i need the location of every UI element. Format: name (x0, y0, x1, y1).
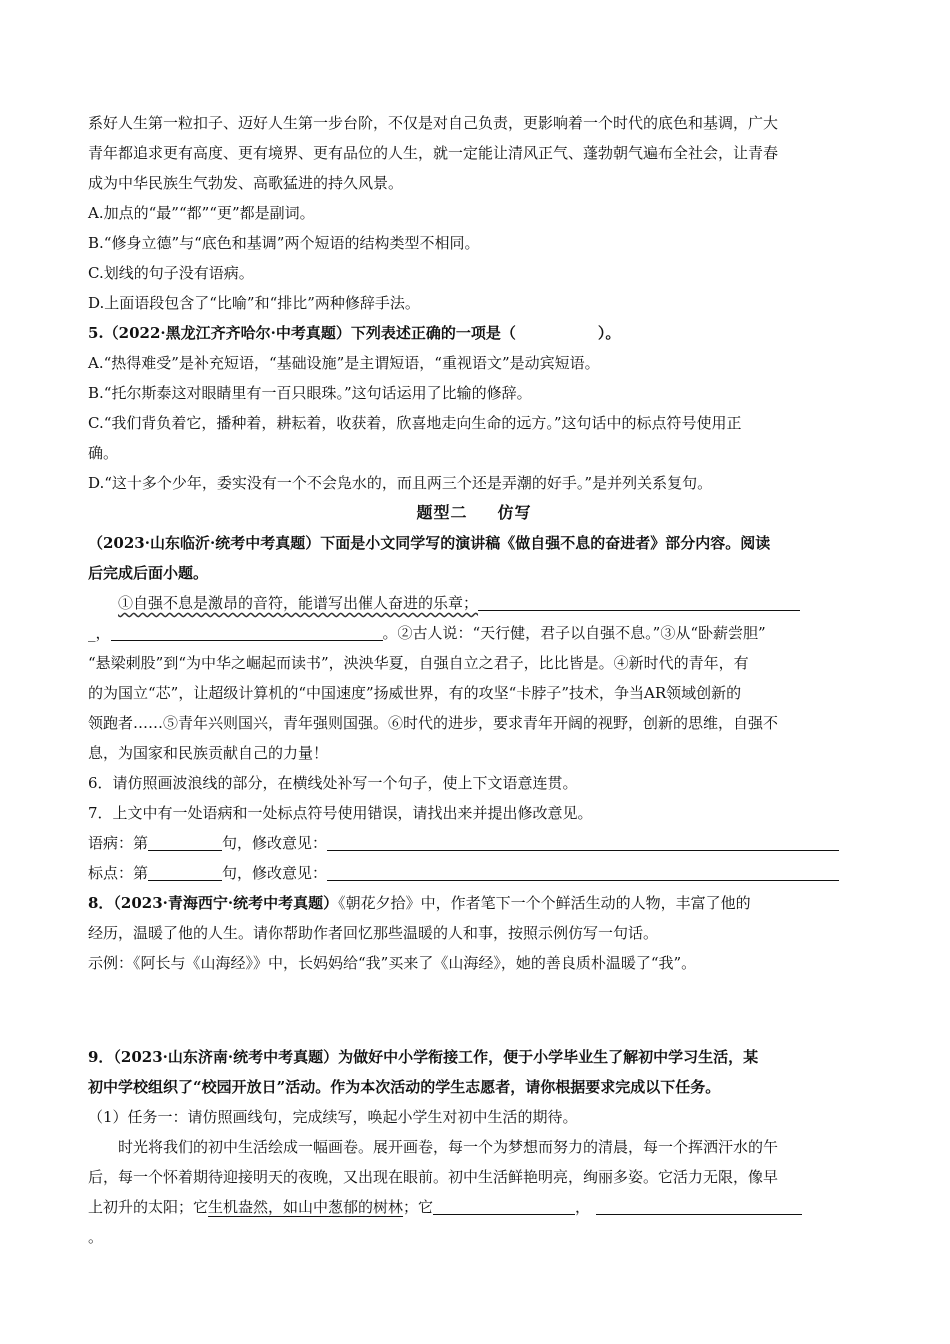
revision-blank[interactable] (327, 862, 839, 881)
answer-label: 句，修改意见： (222, 834, 328, 852)
speech-para-line (88, 588, 860, 618)
passage-line: 系好人生第一粒扣子、迈好人生第一步台阶，不仅是对自己负责，更影响着一个时代的底色和基调，广大 (88, 114, 779, 132)
section-heading-right: 仿写 (497, 503, 532, 522)
q5-option-a: A.“热得难受”是补充短语，“基础设施”是主谓短语，“重视语文”是动宾短语。 (88, 354, 600, 372)
document-page (88, 108, 860, 1252)
q9-text: ， (575, 1198, 591, 1216)
q8-stem-cont: 经历，温暖了他的人生。请你帮助作者回忆那些温暖的人和事，按照示例仿写一句话。 (88, 924, 659, 942)
q5-stem-text: 5.（2022·黑龙江齐齐哈尔·中考真题）下列表述正确的一项是（ (88, 324, 516, 342)
q9-para-line (88, 1192, 860, 1222)
q8-stem (88, 888, 860, 918)
sentence-number-blank[interactable] (148, 832, 222, 851)
speech-para-line: 的为国立“芯”，让超级计算机的“中国速度”扬威世界，有的攻坚“卡脖子”技术，争当AR领域创新的 (88, 684, 742, 702)
answer-row-grammar (88, 828, 860, 858)
q8-example: 示例：《阿长与《山海经》》中，长妈妈给“我”买来了《山海经》，她的善良质朴温暖了“我”。 (88, 954, 697, 972)
passage-line: 青年都追求更有高度、更有境界、更有品位的人生，就一定能让清风正气、蓬勃朝气遍布全社会，让青春 (88, 144, 779, 162)
q6-stem: 6．请仿照画波浪线的部分，在横线处补写一个句子，使上下文语意连贯。 (88, 774, 578, 792)
answer-label: 标点：第 (88, 864, 149, 882)
q5-option-c-cont: 确。 (88, 444, 119, 462)
q4-option-c: C.划线的句子没有语病。 (88, 264, 254, 282)
speech-para-line: 领跑者……⑤青年兴则国兴，青年强则国强。⑥时代的进步，要求青年开阔的视野，创新的思维，自强不 (88, 714, 779, 732)
q7-stem: 7．上文中有一处语病和一处标点符号使用错误，请找出来并提出修改意见。 (88, 804, 593, 822)
q5-stem-end: ）。 (597, 324, 621, 342)
q9-para-end: 。 (88, 1228, 104, 1246)
fill-blank[interactable] (478, 592, 800, 611)
q9-para-line: 时光将我们的初中生活绘成一幅画卷。展开画卷，每一个为梦想而努力的清晨，每一个挥洒汗水的午 (118, 1138, 779, 1156)
passage-line: 成为中华民族生气勃发、高歌猛进的持久风景。 (88, 174, 404, 192)
speech-para-line: “悬梁刺股”到“为中华之崛起而读书”，泱泱华夏，自强自立之君子，比比皆是。④新时代的青年，有 (88, 654, 749, 672)
revision-blank[interactable] (327, 832, 839, 851)
blank-continuation: _， (88, 624, 111, 642)
sentence-number-blank[interactable] (148, 862, 222, 881)
answer-row-punctuation (88, 858, 860, 888)
q4-option-d: D.上面语段包含了“比喻”和“排比”两种修辞手法。 (88, 294, 420, 312)
q9-text: 上初升的太阳；它 (88, 1198, 209, 1216)
q9-task1: （1）任务一：请仿照画线句，完成续写，唤起小学生对初中生活的期待。 (88, 1108, 578, 1126)
speech-text: 。②古人说：“天行健，君子以自强不息。”③从“卧薪尝胆” (382, 624, 766, 642)
answer-label: 句，修改意见： (222, 864, 328, 882)
section-heading-left: 题型二 (416, 503, 468, 522)
q4-option-b: B.“修身立德”与“底色和基调”两个短语的结构类型不相同。 (88, 234, 480, 252)
q8-source: 8．（2023·青海西宁·统考中考真题） (88, 894, 339, 912)
q5-option-d: D.“这十多个少年，委实没有一个不会凫水的，而且两三个还是弄潮的好手。”是并列关系复句。 (88, 474, 713, 492)
q5-stem (88, 318, 860, 348)
speech-para-line (88, 618, 860, 648)
q5-option-c: C.“我们背负着它，播种着，耕耘着，收获着，欣喜地走向生命的远方。”这句话中的标点符号使用正 (88, 414, 742, 432)
wavy-underlined-sentence: ①自强不息是激昂的音符，能谱写出催人奋进的乐章； (118, 594, 479, 612)
fill-blank[interactable] (111, 622, 383, 641)
q67-intro: （2023·山东临沂·统考中考真题）下面是小文同学写的演讲稿《做自强不息的奋进者》部分内容。阅读 (88, 534, 771, 552)
q5-option-b: B.“托尔斯泰这对眼睛里有一百只眼珠。”这句话运用了比输的修辞。 (88, 384, 532, 402)
q8-text: 《朝花夕拾》中，作者笔下一个个鲜活生动的人物，丰富了他的 (338, 894, 751, 912)
answer-space[interactable] (88, 978, 860, 1038)
speech-para-line: 息，为国家和民族贡献自己的力量！ (88, 744, 329, 762)
q9-stem-cont: 初中学校组织了“校园开放日”活动。作为本次活动的学生志愿者，请你根据要求完成以下任务。 (88, 1078, 721, 1096)
q9-text: ；它 (403, 1198, 434, 1216)
q9-para-line: 后，每一个怀着期待迎接明天的夜晚，又出现在眼前。初中生活鲜艳明亮，绚丽多姿。它活力无限，像早 (88, 1168, 779, 1186)
q67-intro-cont: 后完成后面小题。 (88, 564, 209, 582)
q4-option-a: A.加点的“最”“都”“更”都是副词。 (88, 204, 315, 222)
section-heading (88, 498, 860, 528)
fill-blank[interactable] (596, 1196, 802, 1215)
fill-blank[interactable] (433, 1196, 575, 1215)
q9-stem: 9．（2023·山东济南·统考中考真题）为做好中小学衔接工作，便于小学毕业生了解初中学习生活，某 (88, 1048, 759, 1066)
answer-label: 语病：第 (88, 834, 149, 852)
underlined-sentence: 生机盎然，如山中葱郁的树林 (208, 1198, 404, 1216)
